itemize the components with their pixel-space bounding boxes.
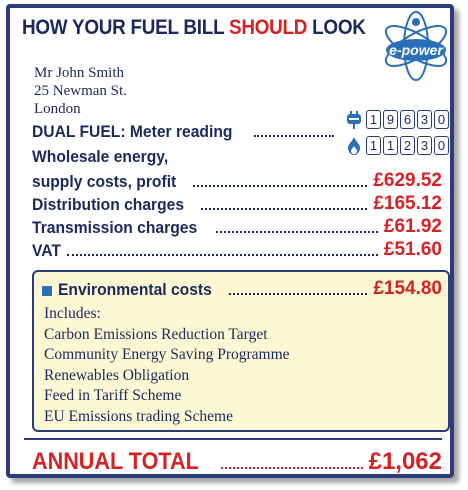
row-amount: £154.80: [373, 278, 442, 299]
wholesale-row: [32, 170, 442, 192]
environmental-costs-box: [32, 270, 450, 432]
title-part-3: LOOK: [307, 16, 366, 39]
row-label: Transmission charges: [32, 218, 198, 237]
meter-digit: 1: [366, 110, 381, 129]
meter-digit: 6: [400, 110, 415, 129]
leader-dots: [193, 185, 368, 187]
meter-digit: 2: [400, 136, 415, 155]
bill-title: [22, 16, 366, 40]
annual-total-row: [32, 448, 442, 476]
gas-meter: [346, 136, 451, 155]
row-amount: £51.60: [383, 239, 442, 260]
meter-reading-row: [32, 122, 340, 142]
leader-dots: [221, 467, 362, 469]
electricity-meter: [346, 110, 451, 129]
leader-dots: [229, 293, 367, 295]
includes-label: Includes:: [44, 305, 101, 322]
vat-row: [32, 239, 442, 261]
meter-digit: 9: [383, 110, 398, 129]
meter-digit: 1: [366, 136, 381, 155]
list-item: Feed in Tariff Scheme: [44, 387, 182, 404]
customer-address: [34, 64, 127, 118]
distribution-row: [32, 193, 442, 215]
list-item: Carbon Emissions Reduction Target: [44, 325, 268, 343]
total-label: ANNUAL TOTAL: [32, 448, 199, 475]
row-label: Distribution charges: [32, 195, 185, 214]
gas-flame-icon: [346, 137, 362, 155]
fuel-bill-card: [6, 4, 454, 478]
address-line: London: [34, 101, 81, 117]
meter-digit: 1: [383, 136, 398, 155]
e-power-logo-icon: [376, 10, 454, 88]
address-line: Mr John Smith: [34, 65, 125, 81]
address-line: 25 Newman St.: [34, 83, 127, 99]
list-item: EU Emissions trading Scheme: [44, 407, 233, 425]
leader-dots: [201, 208, 367, 210]
environmental-costs-row: [42, 278, 442, 300]
row-label: Environmental costs: [58, 280, 212, 299]
row-label: DUAL FUEL: Meter reading: [32, 122, 233, 141]
title-emphasis: SHOULD: [228, 16, 308, 39]
row-amount: £629.52: [373, 170, 442, 191]
row-amount: £165.12: [373, 193, 442, 214]
leader-dots: [67, 254, 377, 256]
total-divider: [24, 438, 442, 440]
meter-digit: 3: [417, 136, 432, 155]
meter-digit: 0: [434, 136, 449, 155]
logo-text: e-power: [389, 42, 443, 58]
row-label: VAT: [32, 241, 61, 260]
title-part-1: HOW YOUR FUEL BILL: [22, 16, 229, 39]
row-label: supply costs, profit: [32, 172, 177, 191]
row-amount: £61.92: [383, 216, 442, 237]
list-item: Community Energy Saving Programme: [44, 346, 290, 363]
plug-icon: [346, 111, 362, 129]
list-item: Renewables Obligation: [44, 366, 190, 384]
meter-digit: 3: [417, 110, 432, 129]
leader-dots: [254, 135, 334, 137]
total-amount: £1,062: [368, 448, 442, 475]
square-bullet-icon: [42, 286, 52, 296]
includes-list: [44, 304, 290, 427]
leader-dots: [216, 231, 378, 233]
meter-digit: 0: [434, 110, 449, 129]
transmission-row: [32, 216, 442, 238]
row-label-line-1: Wholesale energy,: [32, 147, 169, 166]
